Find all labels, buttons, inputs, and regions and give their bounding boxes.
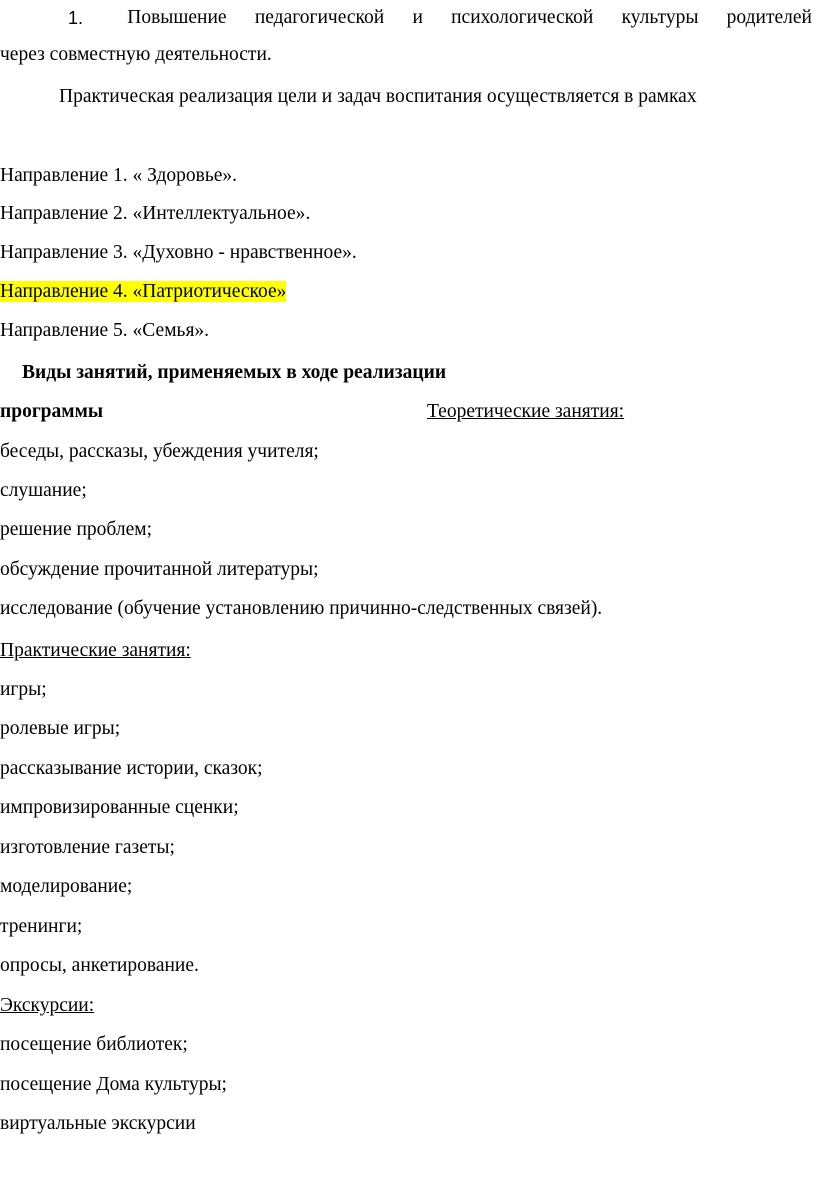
item-word: и (412, 7, 423, 28)
direction-item-highlighted (0, 280, 286, 304)
list-item: слушание; (0, 480, 87, 501)
direction-item: Направление 5. «Семья». (0, 320, 210, 341)
excursions-heading: Экскурсии: (0, 995, 95, 1016)
item-word: психологической (451, 7, 594, 28)
list-item: тренинги; (0, 916, 83, 937)
item-word: Повышение (127, 7, 227, 28)
list-item: импровизированные сценки; (0, 797, 239, 818)
item-number: 1. (68, 8, 84, 28)
list-item: изготовление газеты; (0, 837, 175, 858)
item-word: культуры (621, 7, 699, 28)
numbered-item-continuation: через совместную деятельности. (0, 44, 272, 65)
numbered-item-line (68, 6, 812, 30)
list-item: посещение библиотек; (0, 1034, 188, 1055)
item-word: педагогической (254, 7, 385, 28)
list-item: исследование (обучение установлению причинно-следственных связей). (0, 598, 603, 619)
list-item: виртуальные экскурсии (0, 1113, 196, 1134)
list-item: опросы, анкетирование. (0, 955, 199, 976)
direction-item: Направление 1. « Здоровье». (0, 165, 238, 186)
list-item: моделирование; (0, 876, 133, 897)
list-item: решение проблем; (0, 519, 152, 540)
practical-heading: Практические занятия: (0, 640, 191, 661)
list-item: рассказывание истории, сказок; (0, 758, 263, 779)
section-heading-continuation: программы (0, 401, 104, 422)
theoretical-heading: Теоретические занятия: (427, 401, 625, 422)
list-item: ролевые игры; (0, 718, 121, 739)
direction-item: Направление 3. «Духовно - нравственное». (0, 242, 357, 263)
list-item: игры; (0, 679, 47, 700)
list-item: обсуждение прочитанной литературы; (0, 559, 319, 580)
list-item: посещение Дома культуры; (0, 1074, 227, 1095)
section-heading: Виды занятий, применяемых в ходе реализации (22, 362, 447, 383)
item-word: родителей (726, 7, 812, 28)
list-item: беседы, рассказы, убеждения учителя; (0, 441, 319, 462)
highlighted-text: Направление 4. «Патриотическое» (0, 281, 287, 302)
direction-item: Направление 2. «Интеллектуальное». (0, 203, 311, 224)
intro-paragraph: Практическая реализация цели и задач воспитания осуществляется в рамках (59, 86, 697, 107)
